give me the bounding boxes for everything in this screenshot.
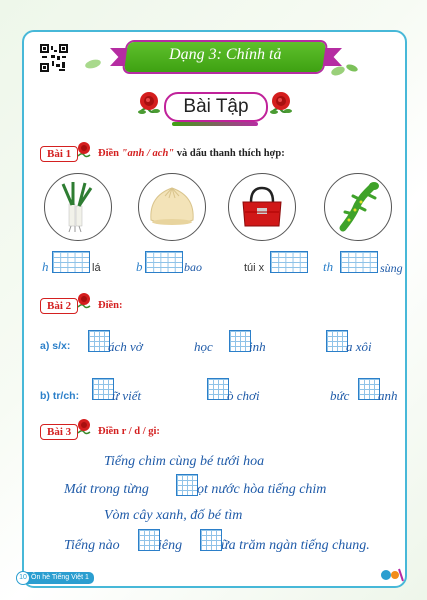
rose-icon bbox=[76, 418, 92, 436]
dumpling-icon bbox=[139, 174, 205, 240]
picture-circle bbox=[324, 173, 392, 241]
word-after: bao bbox=[184, 260, 202, 274]
leek-icon bbox=[45, 174, 111, 240]
banner-title: Dạng 3: Chính tả bbox=[169, 46, 282, 63]
section-banner bbox=[124, 42, 326, 72]
answer-box[interactable] bbox=[340, 251, 378, 273]
poem-line: Tiếng nào bbox=[64, 538, 120, 553]
word-after: anh bbox=[378, 388, 398, 403]
footer-book-title: Ôn hè Tiếng Việt 1 bbox=[26, 572, 94, 584]
word-before: h bbox=[42, 259, 49, 274]
page-title: Bài Tập bbox=[164, 92, 268, 122]
answer-box[interactable] bbox=[52, 251, 90, 273]
poem-line: Vòm cây xanh, đố bé tìm bbox=[104, 508, 243, 523]
word-after: ò chơi bbox=[227, 388, 260, 403]
answer-box[interactable] bbox=[270, 251, 308, 273]
poem-line: ữa trăm ngàn tiếng chung. bbox=[221, 538, 370, 553]
word-before: th bbox=[323, 259, 334, 274]
word-before: túi x bbox=[244, 262, 265, 274]
rose-icon bbox=[76, 141, 92, 159]
answer-box[interactable] bbox=[92, 378, 114, 400]
poem-line: Tiếng chim cùng bé tưới hoa bbox=[104, 454, 265, 469]
word-after: inh bbox=[249, 339, 266, 354]
exercise-2-label: Bài 2 bbox=[40, 298, 78, 314]
word-after: ách vở bbox=[108, 339, 143, 354]
word-before: bức bbox=[330, 388, 350, 403]
answer-box[interactable] bbox=[138, 529, 160, 551]
word-after: lá bbox=[92, 262, 101, 274]
word-after: ữ viết bbox=[112, 388, 142, 403]
poem-line: iêng bbox=[158, 538, 183, 553]
word-before: học bbox=[194, 339, 213, 354]
rose-icon bbox=[76, 292, 92, 310]
picture-circle bbox=[138, 173, 206, 241]
answer-box[interactable] bbox=[326, 330, 348, 352]
answer-box[interactable] bbox=[145, 251, 183, 273]
poem-line: ọt nước hòa tiếng chim bbox=[197, 482, 327, 497]
rose-icon bbox=[136, 90, 162, 118]
rose-icon bbox=[268, 90, 294, 118]
row-label: a) s/x: bbox=[40, 340, 71, 352]
answer-box[interactable] bbox=[358, 378, 380, 400]
poem-line: Mát trong từng bbox=[64, 482, 149, 497]
gecko-icon bbox=[325, 174, 391, 240]
word-before: b bbox=[136, 259, 143, 274]
row-label: b) tr/ch: bbox=[40, 390, 80, 402]
title-underline bbox=[172, 122, 258, 126]
answer-box[interactable] bbox=[229, 330, 251, 352]
exercise-1-instruction: Điền "anh / ach" và dấu thanh thích hợp: bbox=[98, 148, 285, 159]
word-after: sùng bbox=[380, 261, 403, 275]
answer-box[interactable] bbox=[207, 378, 229, 400]
picture-circle bbox=[44, 173, 112, 241]
leaf-decoration-icon bbox=[80, 56, 106, 72]
exercise-3-label: Bài 3 bbox=[40, 424, 78, 440]
publisher-logo-icon bbox=[380, 566, 404, 584]
exercise-1-label: Bài 1 bbox=[40, 146, 78, 162]
leaf-decoration-icon bbox=[330, 62, 360, 80]
exercise-2-instruction: Điền: bbox=[98, 300, 123, 311]
qr-code-icon bbox=[40, 44, 68, 72]
answer-box[interactable] bbox=[176, 474, 198, 496]
answer-box[interactable] bbox=[200, 529, 222, 551]
handbag-icon bbox=[229, 174, 295, 240]
exercise-3-instruction: Điền r / d / gi: bbox=[98, 426, 160, 437]
picture-circle bbox=[228, 173, 296, 241]
page-number: 10 bbox=[16, 571, 30, 585]
word-after: a xôi bbox=[346, 339, 372, 354]
answer-box[interactable] bbox=[88, 330, 110, 352]
